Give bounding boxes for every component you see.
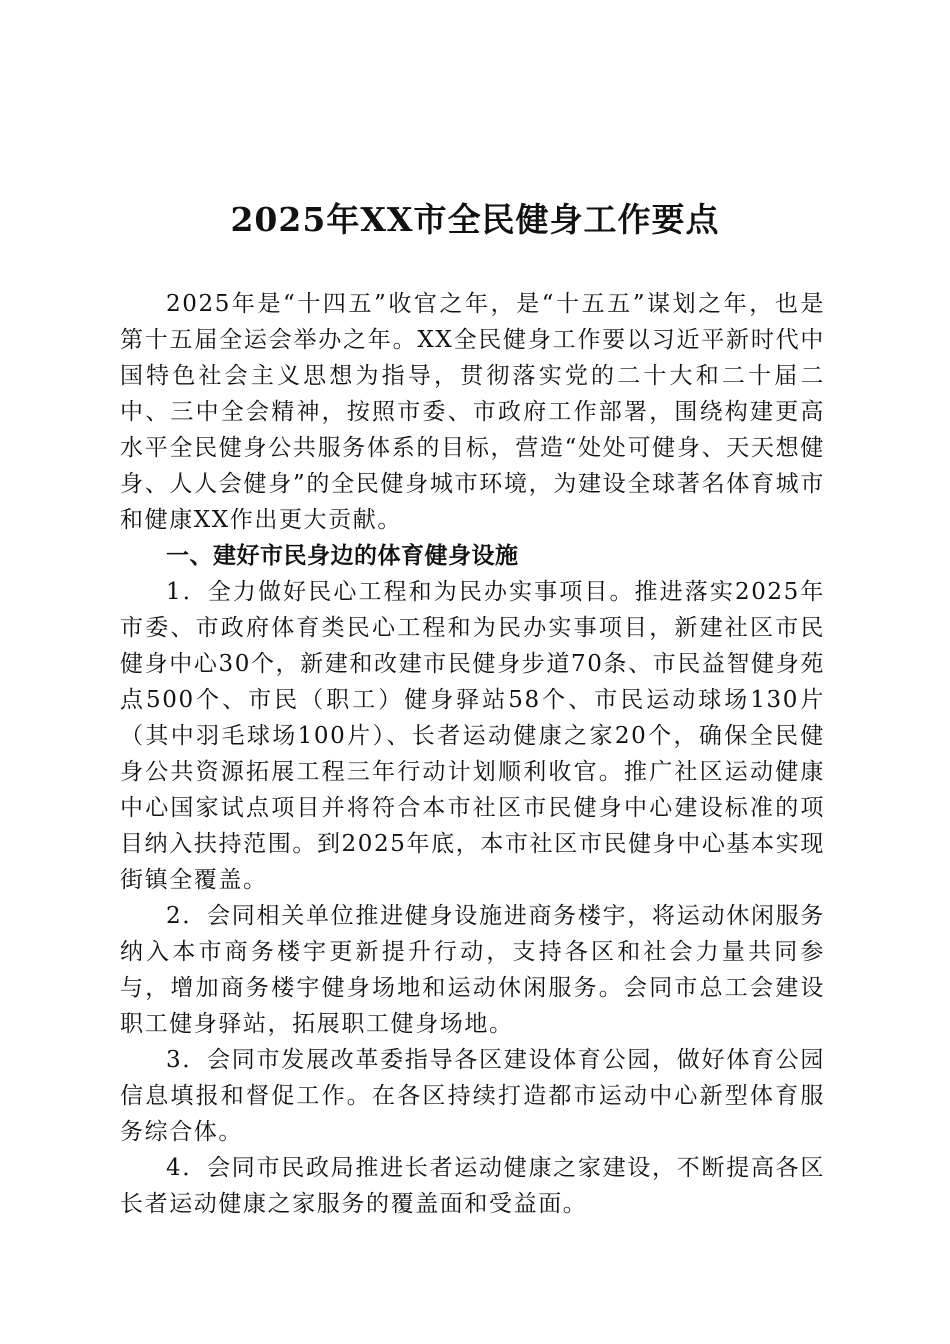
list-item: 3．会同市发展改革委指导各区建设体育公园，做好体育公园信息填报和督促工作。在各区持续打造都市运动中心新型体育服务综合体。 [120, 1047, 825, 1145]
list-item: 2．会同相关单位推进健身设施进商务楼宇，将运动休闲服务纳入本市商务楼宇更新提升行动，支持各区和社会力量共同参与，增加商务楼宇健身场地和运动休闲服务。会同市总工会建设职工健身驿站，拓展职工健身场地。 [120, 903, 825, 1037]
list-item: 4．会同市民政局推进长者运动健康之家建设，不断提高各区长者运动健康之家服务的覆盖面和受益面。 [120, 1155, 825, 1217]
list-item: 1．全力做好民心工程和为民办实事项目。推进落实2025年市委、市政府体育类民心工程和为民办实事项目，新建社区市民健身中心30个，新建和改建市民健身步道70条、市民益智健身苑点500个、市民（职工）健身驿站58个、市民运动球场130片（其中羽毛球场100片）、长者运动健康之家20个，确保全民健身公共资源拓展工程三年行动计划顺利收官。推广社区运动健康中心国家试点项目并将符合本市社区市民健身中心建设标准的项目纳入扶持范围。到2025年底，本市社区市民健身中心基本实现街镇全覆盖。 [120, 579, 825, 893]
section-heading: 一、建好市民身边的体育健身设施 [166, 543, 519, 569]
intro-paragraph: 2025年是“十四五”收官之年，是“十五五”谋划之年，也是第十五届全运会举办之年。XX全民健身工作要以习近平新时代中国特色社会主义思想为指导，贯彻落实党的二十大和二十届二中、三中全会精神，按照市委、市政府工作部署，围绕构建更高水平全民健身公共服务体系的目标，营造“处处可健身、天天想健身、人人会健身”的全民健身城市环境，为建设全球著名体育城市和健康XX作出更大贡献。 [120, 291, 825, 533]
document-body [120, 286, 825, 1222]
document-title: 2025年XX市全民健身工作要点 [230, 200, 720, 239]
